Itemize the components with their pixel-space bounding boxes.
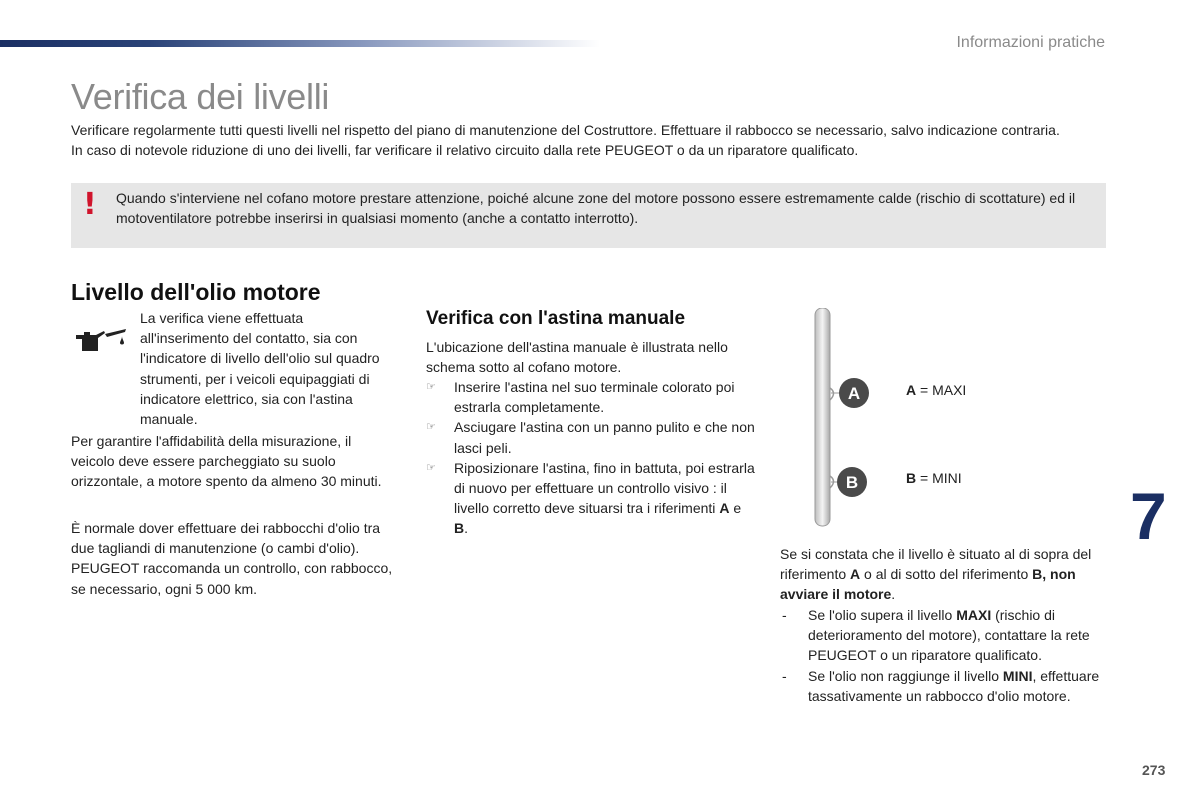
list-item [426, 417, 756, 457]
level-comma: , [1042, 566, 1051, 583]
ref-a: A [719, 500, 730, 517]
step-text: Asciugare l'astina con un panno pulito e che non lasci peli. [454, 419, 755, 456]
label-a-text: = MAXI [916, 382, 967, 398]
label-a-letter: A [906, 382, 917, 398]
dipstick-diagram [805, 308, 875, 528]
oil-level-heading: Livello dell'olio motore [71, 279, 321, 305]
dipstick-steps [426, 377, 756, 539]
list-item [426, 377, 756, 417]
page-title: Verifica dei livelli [71, 76, 330, 117]
page-number: 273 [1142, 762, 1166, 778]
level-check-paragraph [780, 544, 1110, 605]
label-mini [906, 470, 962, 486]
step-text: Riposizionare l'astina, fino in battuta, poi estrarla di nuovo per effettuare un controllo visivo : il livello corretto deve situarsi tra i riferimenti [454, 459, 755, 517]
hand-pointer-icon: ☞ [426, 461, 436, 474]
marker-b-letter: B [845, 473, 859, 492]
level-ref-b: B [1032, 566, 1043, 583]
intro-text [71, 120, 1111, 160]
header-gradient-bar [0, 40, 600, 47]
list-item [426, 458, 756, 539]
oil-check-description: La verifica viene effettuata all'inserimento del contatto, sia con l'indicatore di livello dell'olio sul quadro strumenti, per i veicoli equipaggiati di indicatore elettrico, sia con l'astina manuale. [140, 310, 380, 428]
warning-text: Quando s'interviene nel cofano motore prestare attenzione, poiché alcune zone del motore possono essere estremamente calde (rischio di scottature) ed il motoventilatore potrebbe inserirsi in qualsiasi momento (anche a contatto interrotto). [116, 190, 1076, 226]
intro-paragraph-2: In caso di notevole riduzione di uno dei livelli, far verificare il relativo circuito dalla rete PEUGEOT o da un riparatore qualificato. [71, 142, 859, 158]
item-bold: MAXI [956, 607, 992, 623]
step-text-and: e [729, 500, 742, 517]
level-text-end: . [891, 586, 896, 603]
label-b-text: = MINI [916, 470, 962, 486]
level-actions-list [780, 605, 1110, 706]
hand-pointer-icon: ☞ [426, 381, 436, 393]
item-text-after: , effettuare tassativamente un rabbocco d'olio motore. [808, 667, 1100, 704]
level-ref-a: A [850, 566, 861, 583]
item-bold: MINI [1002, 667, 1033, 684]
chapter-number: 7 [1130, 479, 1167, 553]
intro-paragraph-1: Verificare regolarmente tutti questi livelli nel rispetto del piano di manutenzione del Costruttore. Effettuare il rabbocco se necessario, salvo indicazione contraria. [71, 122, 1060, 138]
section-header: Informazioni pratiche [956, 34, 1105, 51]
warning-box [71, 183, 1106, 248]
dash-marker: - [782, 607, 787, 623]
dash-marker: - [782, 667, 787, 684]
item-text: Se l'olio non raggiunge il livello [808, 667, 1003, 684]
step-text: Inserire l'astina nel suo terminale colorato poi estrarla completamente. [454, 379, 735, 416]
oil-topup-paragraph: È normale dover effettuare dei rabbocchi d'olio tra due tagliandi di manutenzione (o cambi d'olio). PEUGEOT raccomanda un controllo, con rabbocco, se necessario, ogni 5 000 km. [71, 520, 393, 597]
hand-pointer-icon: ☞ [426, 421, 436, 434]
step-text-end: . [464, 520, 469, 537]
ref-b: B [454, 520, 465, 537]
level-warning-bold: non avviare il motore [780, 566, 1076, 603]
oil-measurement-paragraph: Per garantire l'affidabilità della misurazione, il veicolo deve essere parcheggiato su suolo orizzontale, a motore spento da almeno 30 minuti. [71, 433, 382, 490]
dipstick-intro: L'ubicazione dell'astina manuale è illustrata nello schema sotto al cofano motore. [426, 339, 728, 376]
label-b-letter: B [906, 470, 917, 486]
dipstick-heading: Verifica con l'astina manuale [426, 308, 686, 329]
list-item [780, 666, 1110, 706]
marker-a-letter: A [847, 384, 861, 403]
warning-exclamation-icon: ! [83, 187, 97, 222]
oil-can-icon [74, 326, 128, 356]
item-text-after: (rischio di deterioramento del motore), contattare la rete PEUGEOT o un riparatore qualificato. [808, 607, 1090, 664]
label-maxi [906, 382, 966, 398]
level-text-1: Se si constata che il livello è situato al di sopra del riferimento [780, 546, 1092, 583]
item-text: Se l'olio supera il livello [808, 607, 957, 623]
list-item [780, 605, 1110, 666]
level-text-2: o al di sotto del riferimento [860, 566, 1033, 583]
